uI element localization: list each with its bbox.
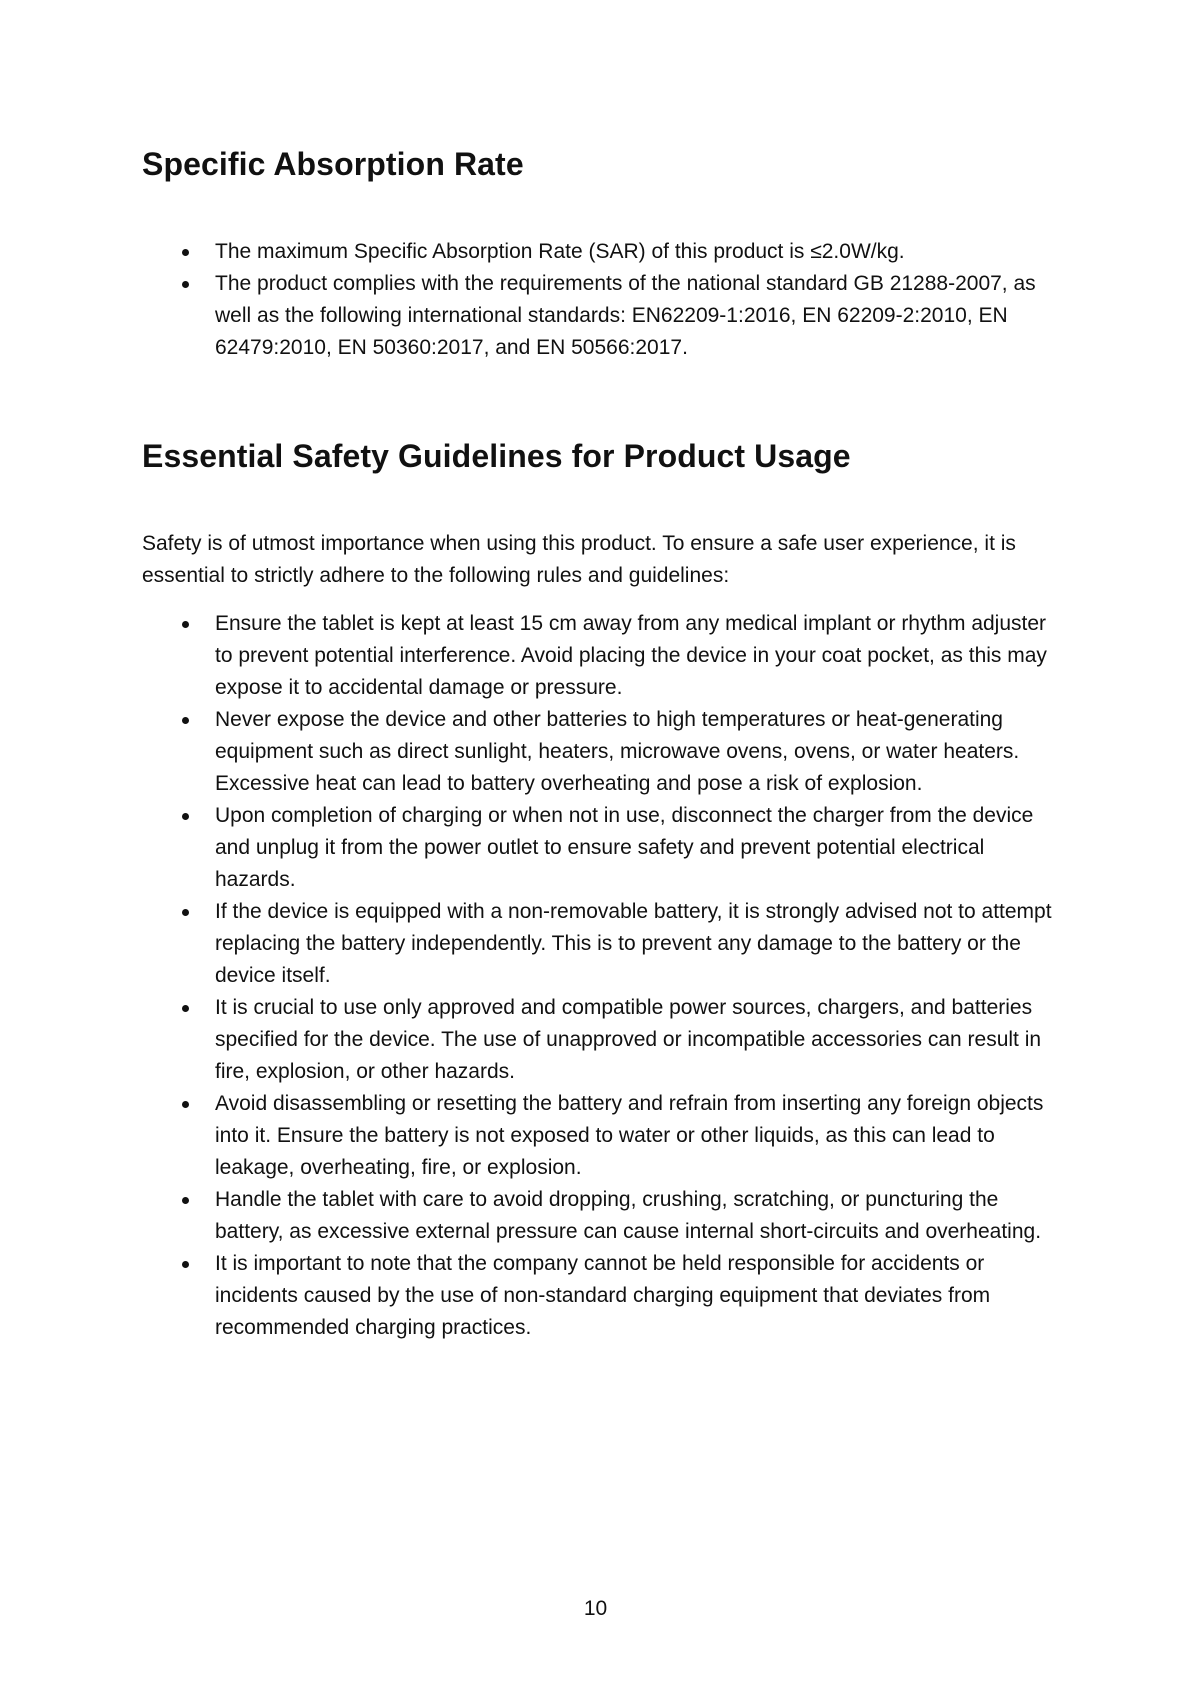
list-item <box>142 268 1062 364</box>
list-item <box>142 1088 1062 1184</box>
list-item-text: Handle the tablet with care to avoid dropping, crushing, scratching, or puncturing the battery, as excessive external pressure can cause internal short-circuits and overheating. <box>215 1188 1042 1243</box>
list-item <box>142 896 1062 992</box>
list-item-text: The maximum Specific Absorption Rate (SAR) of this product is ≤2.0W/kg. <box>215 240 905 263</box>
list-item-text: Ensure the tablet is kept at least 15 cm away from any medical implant or rhythm adjuster to prevent potential interference. Avoid placing the device in your coat pocket, as this may expose it to accidental damage or pressure. <box>215 612 1047 699</box>
sar-bullet-list <box>142 236 1062 364</box>
list-item-text: It is important to note that the company cannot be held responsible for accidents or incidents caused by the use of non-standard charging equipment that deviates from recommended charging practices. <box>215 1252 991 1339</box>
bullet-icon <box>182 909 189 916</box>
list-item-text: The product complies with the requirements of the national standard GB 21288-2007, as well as the following international standards: EN62209-1:2016, EN 62209-2:2010, EN 62479:2010, EN 50360:2017, and EN 50566:2017. <box>215 272 1036 359</box>
list-item <box>142 236 1062 268</box>
bullet-icon <box>182 1261 189 1268</box>
list-item-text: Never expose the device and other batteries to high temperatures or heat-generating equipment such as direct sunlight, heaters, microwave ovens, ovens, or water heaters. Excessive heat can lead to battery overheating and pose a risk of explosion. <box>215 708 1020 795</box>
list-item <box>142 1248 1062 1344</box>
safety-heading: Essential Safety Guidelines for Product Usage <box>142 438 851 474</box>
bullet-icon <box>182 1101 189 1108</box>
list-item <box>142 992 1062 1088</box>
bullet-icon <box>182 621 189 628</box>
list-item <box>142 1184 1062 1248</box>
list-item <box>142 608 1062 704</box>
safety-bullet-list <box>142 608 1062 1344</box>
list-item <box>142 704 1062 800</box>
safety-intro-paragraph: Safety is of utmost importance when using this product. To ensure a safe user experience, it is essential to strictly adhere to the following rules and guidelines: <box>142 532 1016 587</box>
bullet-icon <box>182 281 189 288</box>
bullet-icon <box>182 1005 189 1012</box>
bullet-icon <box>182 717 189 724</box>
list-item-text: Avoid disassembling or resetting the battery and refrain from inserting any foreign objects into it. Ensure the battery is not exposed to water or other liquids, as this can lead to leakage, overheating, fire, or explosion. <box>215 1092 1044 1179</box>
list-item-text: It is crucial to use only approved and compatible power sources, chargers, and batteries specified for the device. The use of unapproved or incompatible accessories can result in fire, explosion, or other hazards. <box>215 996 1042 1083</box>
list-item-text: Upon completion of charging or when not in use, disconnect the charger from the device and unplug it from the power outlet to ensure safety and prevent potential electrical hazards. <box>215 804 1034 891</box>
bullet-icon <box>182 249 189 256</box>
sar-heading: Specific Absorption Rate <box>142 146 524 182</box>
list-item <box>142 800 1062 896</box>
bullet-icon <box>182 1197 189 1204</box>
bullet-icon <box>182 813 189 820</box>
page-number: 10 <box>583 1597 608 1620</box>
list-item-text: If the device is equipped with a non-removable battery, it is strongly advised not to attempt replacing the battery independently. This is to prevent any damage to the battery or the device itself. <box>215 900 1052 987</box>
